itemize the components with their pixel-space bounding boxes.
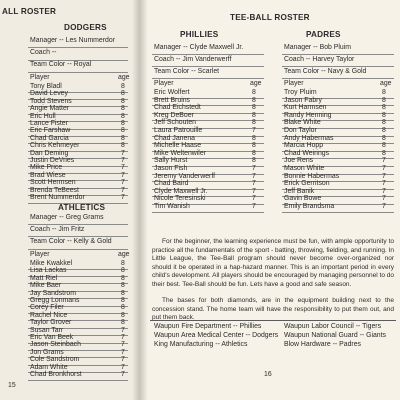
dodgers-coach: Coach -- — [30, 49, 57, 56]
sponsor-line: Waupun Fire Department -- Phillies — [154, 323, 262, 330]
player-age: 8 — [382, 127, 386, 134]
player-name: Laura Patrouille — [154, 127, 203, 134]
player-name: Andy Habermas — [284, 134, 334, 142]
player-name: Bonnie Habermas — [284, 172, 340, 180]
left-section-title: ALL ROSTER — [2, 7, 57, 16]
divider — [152, 66, 264, 67]
player-name: Brenda TeBeest — [30, 186, 79, 194]
player-name: Nicole Teresinski — [154, 195, 206, 203]
player-name: Brett Bruins — [154, 96, 190, 104]
player-age: 8 — [121, 90, 125, 98]
player-age: 7 — [382, 172, 386, 180]
player-age: 7 — [382, 195, 386, 203]
player-name: Chad Weirings — [284, 149, 330, 157]
player-age: 8 — [121, 142, 125, 150]
tee-ball-paragraph-2: The bases for both diamonds, are in the equipment building next to the concession stand. The home team will have the responsibility to put them out, and put them back. — [152, 297, 394, 322]
player-age: 7 — [121, 356, 125, 364]
player-name: Mason White — [284, 165, 325, 172]
player-name: Justin DeVries — [30, 157, 75, 164]
player-name: Brad Wiese — [30, 171, 66, 179]
phillies-coach: Coach -- Jim Vanderwerff — [154, 56, 232, 63]
divider — [282, 66, 394, 67]
sponsor-line: Waupun Labor Council -- Tigers — [284, 323, 382, 330]
athletics-coach: Coach -- Jim Fritz — [30, 226, 85, 233]
player-name: Brent Nummerdor — [30, 194, 85, 201]
player-age: 7 — [121, 371, 125, 378]
player-age: 8 — [382, 149, 386, 157]
right-section-title: TEE-BALL ROSTER — [230, 13, 310, 22]
padres-manager: Manager -- Bob Pluim — [284, 44, 352, 51]
player-age: 7 — [252, 180, 256, 188]
player-name: Susan Tarr — [30, 326, 64, 334]
player-age: 7 — [382, 165, 386, 172]
player-name: Chris Kehmeyer — [30, 142, 80, 150]
player-name: Jason Fish — [154, 165, 188, 172]
player-name: Chad Janena — [154, 134, 195, 142]
player-age: 7 — [382, 180, 386, 188]
padres-player-header: Player — [284, 80, 304, 87]
player-name: Scott Hermsen — [30, 179, 76, 187]
player-name: Troy Pluim — [284, 89, 317, 96]
player-name: Kreg DeBoer — [154, 111, 194, 119]
player-age: 8 — [382, 119, 386, 127]
player-name: Gavin Bowe — [284, 195, 322, 203]
player-age: 8 — [252, 119, 256, 127]
player-age: 8 — [121, 274, 125, 282]
player-age: 8 — [382, 134, 386, 142]
player-name: Randy Henning — [284, 111, 332, 119]
row-divider — [28, 380, 128, 381]
player-age: 8 — [252, 157, 256, 165]
sponsor-divider — [150, 320, 396, 321]
player-name: Mike Price — [30, 164, 63, 172]
player-age: 8 — [121, 105, 125, 113]
divider — [152, 54, 264, 55]
player-age: 8 — [121, 319, 125, 327]
player-age: 8 — [121, 83, 125, 90]
player-name: Adam White — [30, 363, 68, 371]
dodgers-team-name: DODGERS — [64, 23, 107, 32]
player-name: Dan Deming — [30, 149, 69, 157]
player-name: Erick Gerritson — [284, 180, 330, 188]
divider — [28, 249, 128, 250]
player-age: 8 — [121, 297, 125, 304]
row-divider — [152, 212, 264, 213]
player-name: Mike Weltenwiler — [154, 149, 206, 157]
player-name: Marcia Hopp — [284, 142, 324, 150]
player-age: 8 — [382, 111, 386, 119]
sponsor-line: King Manufacturing -- Athletics — [154, 341, 248, 348]
player-name: Todd Stevens — [30, 97, 72, 105]
player-age: 7 — [121, 326, 125, 334]
player-name: Cole Sandstrom — [30, 356, 80, 364]
phillies-team-name: PHILLIES — [180, 30, 219, 39]
dodgers-team-color: Team Color -- Royal — [30, 61, 92, 68]
player-name: Blake White — [284, 119, 321, 127]
player-name: Sally Hurst — [154, 157, 188, 165]
player-age: 8 — [121, 311, 125, 319]
player-age: 8 — [382, 142, 386, 150]
right-page-number: 16 — [264, 371, 272, 378]
player-name: Joe Rens — [284, 157, 314, 165]
player-age: 8 — [121, 134, 125, 142]
player-name: Eric Wolfert — [154, 89, 190, 96]
athletics-age-header: age — [118, 251, 130, 258]
player-age: 7 — [121, 171, 125, 179]
player-age: 7 — [252, 203, 256, 210]
player-age: 7 — [382, 187, 386, 195]
player-age: 8 — [382, 89, 386, 96]
player-age: 8 — [252, 142, 256, 150]
player-age: 8 — [252, 104, 256, 112]
player-name: Angie Matter — [30, 105, 70, 113]
phillies-age-header: age — [250, 80, 262, 87]
player-age: 8 — [252, 89, 256, 96]
player-age: 8 — [121, 120, 125, 127]
phillies-player-header: Player — [154, 80, 174, 87]
player-age: 8 — [121, 289, 125, 297]
player-age: 8 — [252, 149, 256, 157]
player-age: 7 — [252, 127, 256, 134]
player-name: Gregg Lonmans — [30, 297, 80, 304]
player-age: 7 — [252, 195, 256, 203]
player-age: 7 — [382, 157, 386, 165]
athletics-player-header: Player — [30, 251, 50, 258]
player-age: 7 — [121, 186, 125, 194]
player-name: Jason Fabry — [284, 96, 322, 104]
player-age: 8 — [382, 96, 386, 104]
player-age: 8 — [252, 134, 256, 142]
athletics-team-name: ATHLETICS — [58, 203, 106, 212]
dodgers-player-header: Player — [30, 74, 50, 81]
player-name: Taylor Grover — [30, 319, 72, 327]
player-age: 7 — [121, 149, 125, 157]
player-name: Eric Hull — [30, 112, 56, 120]
player-age: 7 — [121, 179, 125, 187]
player-age: 7 — [121, 164, 125, 172]
player-name: Corey Filer — [30, 304, 64, 312]
player-name: Jay Sandstrom — [30, 289, 76, 297]
player-age: 7 — [252, 165, 256, 172]
player-name: Eric Van Beek — [30, 334, 74, 341]
tee-ball-paragraph-1: For the beginner, the learning experience must be fun, with ample opportunity to practice all the fundamentals of the sport - batting, throwing, fielding, and running. In Little League, the Tee-Ball program should never become over-organized nor should it be operated in a hap-hazard manner. This is an important period in every child's development. All players should be encouraged by managing personnel to do their best. Tee-Ball should be fun. Lets have a good and safe season. — [152, 238, 394, 288]
player-name: Chad Eichstedt — [154, 104, 201, 112]
divider — [282, 78, 394, 79]
row-divider — [282, 212, 394, 213]
player-name: Tony Bladl — [30, 83, 62, 90]
player-name: Clyde Maxwell Jr. — [154, 187, 208, 195]
player-name: Kurt Harmsen — [284, 104, 327, 112]
divider — [28, 72, 128, 73]
player-age: 8 — [382, 104, 386, 112]
page-gutter — [132, 0, 148, 400]
sponsor-line: Waupun Area Medical Center -- Dodgers — [154, 332, 279, 339]
player-age: 7 — [252, 172, 256, 180]
player-age: 7 — [121, 341, 125, 349]
player-name: Matt Riel — [30, 274, 58, 282]
divider — [282, 54, 394, 55]
athletics-manager: Manager -- Greg Grams — [30, 214, 104, 221]
player-age: 8 — [121, 97, 125, 105]
athletics-team-color: Team Color -- Kelly & Gold — [30, 238, 112, 245]
player-age: 7 — [382, 203, 386, 210]
player-age: 8 — [121, 112, 125, 120]
player-age: 8 — [121, 260, 125, 267]
player-name: Chad Baird — [154, 180, 189, 188]
player-name: Lance Fister — [30, 120, 68, 127]
player-name: Michelle Haase — [154, 142, 202, 150]
phillies-manager: Manager -- Clyde Maxwell Jr. — [154, 44, 244, 51]
player-name: Emily Brandsma — [284, 203, 335, 210]
player-name: Tim Wanish — [154, 203, 190, 210]
player-age: 7 — [252, 187, 256, 195]
player-name: Lisa Lackas — [30, 267, 67, 275]
padres-team-name: PADRES — [306, 30, 341, 39]
player-age: 7 — [121, 334, 125, 341]
player-name: Mike Kwakkel — [30, 260, 73, 267]
player-age: 8 — [121, 267, 125, 275]
player-age: 8 — [121, 304, 125, 312]
divider — [28, 236, 128, 237]
player-name: Jeremy Vanderwerff — [154, 172, 216, 180]
player-name: Mike Baer — [30, 282, 62, 290]
left-page-number: 15 — [8, 382, 16, 389]
player-age: 8 — [252, 111, 256, 119]
dodgers-manager: Manager -- Les Nummerdor — [30, 37, 116, 44]
player-age: 7 — [121, 194, 125, 201]
player-age: 7 — [121, 348, 125, 356]
dodgers-age-header: age — [118, 74, 130, 81]
player-name: Don Taylor — [284, 127, 317, 134]
padres-age-header: age — [380, 80, 392, 87]
player-age: 8 — [252, 96, 256, 104]
player-name: Rachel Nice — [30, 311, 68, 319]
player-name: David Levey — [30, 90, 68, 98]
sponsor-line: Waupun National Guard -- Giants — [284, 332, 387, 339]
player-name: Eric Farshaw — [30, 127, 71, 135]
player-name: Jeff Schouten — [154, 119, 197, 127]
divider — [152, 78, 264, 79]
divider — [28, 224, 128, 225]
player-name: Jon Grams — [30, 348, 64, 356]
player-age: 8 — [121, 282, 125, 290]
padres-team-color: Team Color -- Navy & Gold — [284, 68, 367, 75]
player-name: Chad Bronkhorst — [30, 371, 82, 378]
divider — [28, 47, 128, 48]
phillies-team-color: Team Color -- Scarlet — [154, 68, 220, 75]
player-age: 8 — [121, 127, 125, 135]
player-name: Chad Garcia — [30, 134, 69, 142]
player-age: 7 — [121, 363, 125, 371]
sponsor-line: Blow Hardware -- Padres — [284, 341, 361, 348]
player-name: Jeff Banik — [284, 187, 315, 195]
player-name: Jason Steinbach — [30, 341, 81, 349]
player-age: 7 — [121, 157, 125, 164]
padres-coach: Coach -- Harvey Taylor — [284, 56, 355, 63]
